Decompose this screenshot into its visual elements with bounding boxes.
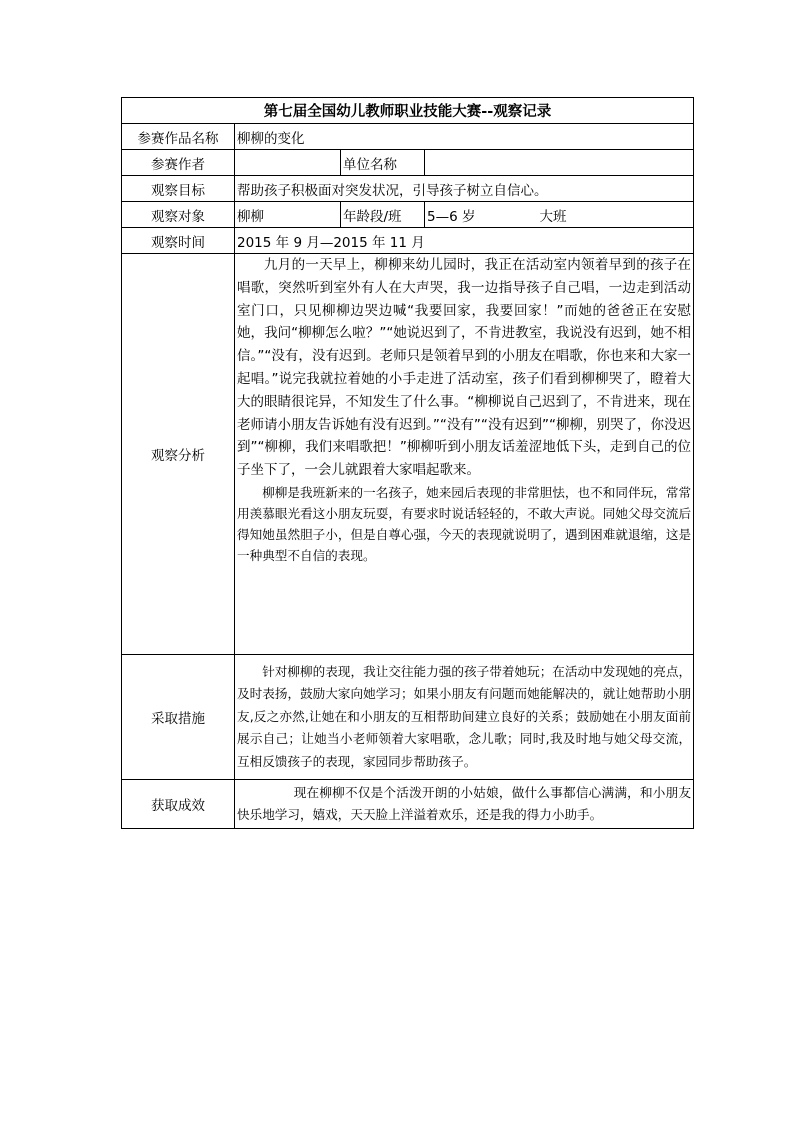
results-label: 获取成效 [122,780,235,829]
row-work-name [122,124,694,150]
row-goal [122,176,694,202]
time-value: 2015 年 9 月—2015 年 11 月 [235,228,694,254]
observation-record-table [121,97,694,829]
measures-value [235,655,694,780]
record-title: 第七届全国幼儿教师职业技能大赛--观察记录 [122,98,694,124]
goal-value: 帮助孩子积极面对突发状况，引导孩子树立自信心。 [235,176,694,202]
unit-value [425,150,694,176]
analysis-paragraph-1: 九月的一天早上，柳柳来幼儿园时，我正在活动室内领着早到的孩子在唱歌，突然听到室外有人在大声哭，我一边指导孩子自己唱，一边走到活动室门口，只见柳柳边哭边喊“我要回家，我要回家！”而她的爸爸正在安慰她，我问“柳柳怎么啦？”“她说迟到了，不肯进教室，我说没有迟到，她不相信。”“没有，没有迟到。老师只是领着早到的小朋友在唱歌，你也来和大家一起唱。”说完我就拉着她的小手走进了活动室，孩子们看到柳柳哭了，瞪着大大的眼睛很诧异，不知发生了什么事。“柳柳说自己迟到了，不肯进来，现在老师请小朋友告诉她有没有迟到。”“没有”“没有迟到”“柳柳，别哭了，你没迟到”“柳柳，我们来唱歌把！”柳柳听到小朋友话羞涩地低下头，走到自己的位子坐下了，一会儿就跟着大家唱起歌来。 [237,257,692,479]
author-value [235,150,341,176]
analysis-value [235,254,694,655]
goal-label: 观察目标 [122,176,235,202]
results-paragraph: 现在柳柳不仅是个活泼开朗的小姑娘，做什么事都信心满满，和小朋友快乐地学习，嬉戏，天天脸上洋溢着欢乐，还是我的得力小助手。 [237,784,692,822]
time-label: 观察时间 [122,228,235,254]
age-class-cell [425,202,694,228]
subject-label: 观察对象 [122,202,235,228]
analysis-paragraph-2: 柳柳是我班新来的一名孩子，她来园后表现的非常胆怯，也不和同伴玩，常常用羡慕眼光看这小朋友玩耍，有要求时说话轻轻的，不敢大声说。同她父母交流后得知她虽然胆子小，但是自尊心强，今天的表现就说明了，遇到困难就退缩，这是一种典型不自信的表现。 [237,484,692,563]
work-name-label: 参赛作品名称 [122,124,235,150]
work-name-value: 柳柳的变化 [235,124,694,150]
row-analysis [122,254,694,655]
class-value: 大班 [539,208,567,225]
row-author [122,150,694,176]
row-time [122,228,694,254]
age-value: 5—6 岁 [427,208,476,225]
author-label: 参赛作者 [122,150,235,176]
results-value [235,780,694,829]
analysis-label: 观察分析 [122,254,235,655]
row-results [122,780,694,829]
age-label: 年龄段/班 [341,202,425,228]
measures-label: 采取措施 [122,655,235,780]
row-measures [122,655,694,780]
measures-paragraph: 针对柳柳的表现，我让交往能力强的孩子带着她玩；在活动中发现她的亮点，及时表扬，鼓励大家向她学习；如果小朋友有问题而她能解决的，就让她帮助小朋友,反之亦然,让她在和小朋友的互相帮助间建立良好的关系；鼓励她在小朋友面前展示自己；让她当小老师领着大家唱歌，念儿歌；同时,我及时地与她父母交流，互相反馈孩子的表现，家园同步帮助孩子。 [237,663,692,769]
unit-label: 单位名称 [341,150,425,176]
subject-value: 柳柳 [235,202,341,228]
row-subject [122,202,694,228]
